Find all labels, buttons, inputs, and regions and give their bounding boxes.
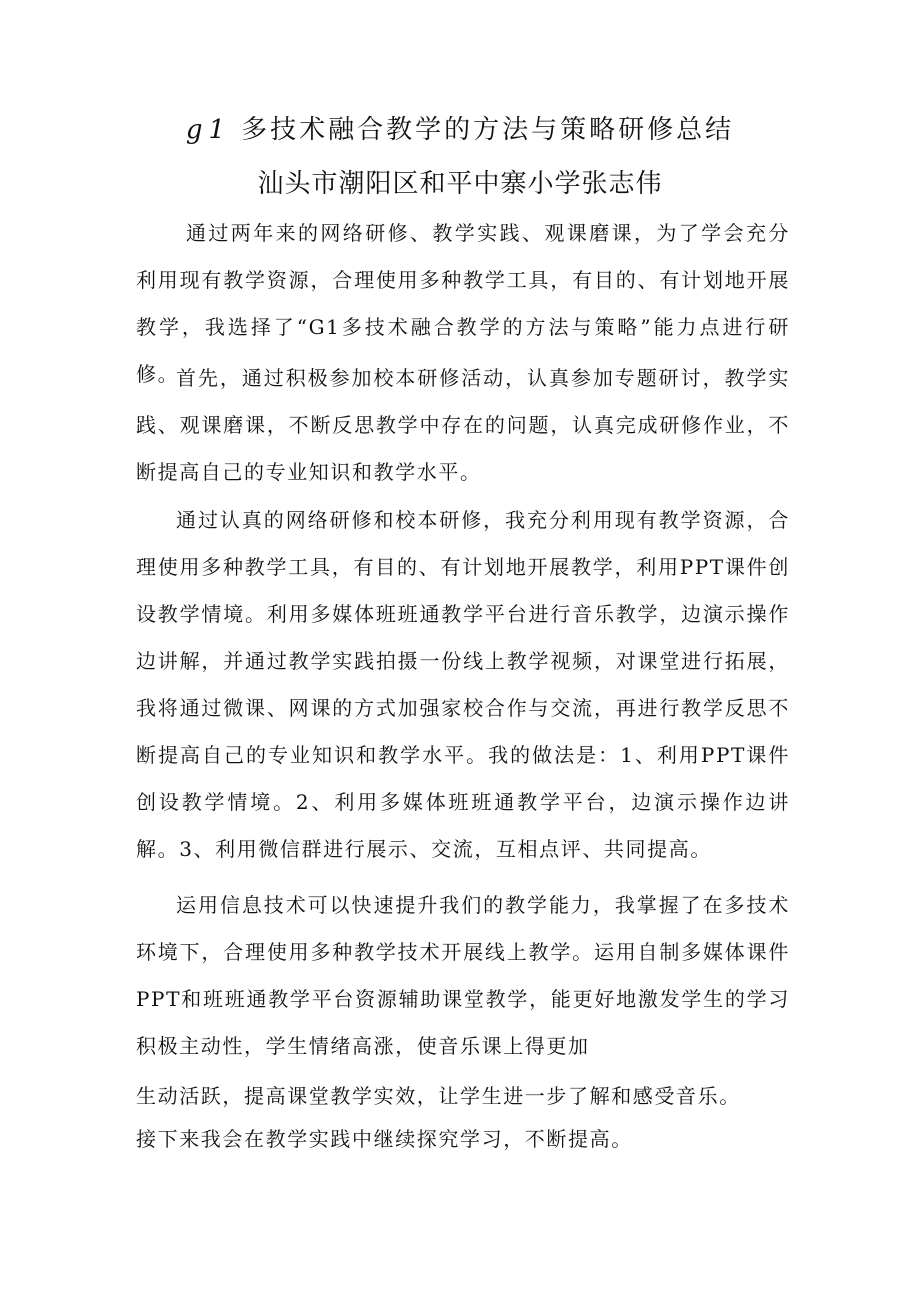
document-title	[0, 112, 920, 148]
author-line: 汕头市潮阳区和平中寨小学张志伟	[257, 169, 663, 199]
paragraph-effects-continued: 生动活跃，提高课堂教学实效，让学生进一步了解和感受音乐。	[136, 1084, 741, 1108]
title-text: 多技术融合教学的方法与策略研修总结	[241, 115, 735, 145]
paragraph-methods: 通过认真的网络研修和校本研修，我充分利用现有教学资源，合理使用多种教学工具，有目的、有计划地开展教学，利用PPT课件创设教学情境。利用多媒体班班通教学平台进行音乐教学，边演示操作边讲解，并通过教学实践拍摄一份线上教学视频，对课堂进行拓展，我将通过微课、网课的方式加强家校合作与交流，再进行教学反思不断提高自己的专业知识和教学水平。我的做法是：1、利用PPT课件创设教学情境。2、利用多媒体班班通教学平台，边演示操作边讲解。3、利用微信群进行展示、交流，互相点评、共同提高。	[136, 508, 790, 861]
paragraph-first: 首先，通过积极参加校本研修活动，认真参加专题研讨，教学实践、观课磨课，不断反思教学中存在的问题，认真完成研修作业，不断提高自己的专业知识和教学水平。	[136, 366, 790, 484]
paragraph-intro: 通过两年来的网络研修、教学实践、观课磨课，为了学会充分利用现有教学资源，合理使用多种教学工具，有目的、有计划地开展教学，我选择了“G1多技术融合教学的方法与策略”能力点进行研修。	[136, 221, 790, 386]
title-prefix: g1	[185, 115, 232, 145]
paragraph-closing: 接下来我会在教学实践中继续探究学习，不断提高。	[136, 1127, 633, 1151]
paragraph-effects: 运用信息技术可以快速提升我们的教学能力，我掌握了在多技术环境下，合理使用多种教学技术开展线上教学。运用自制多媒体课件PPT和班班通教学平台资源辅助课堂教学，能更好地激发学生的学习积极主动性，学生情绪高涨，使音乐课上得更加	[136, 893, 790, 1058]
